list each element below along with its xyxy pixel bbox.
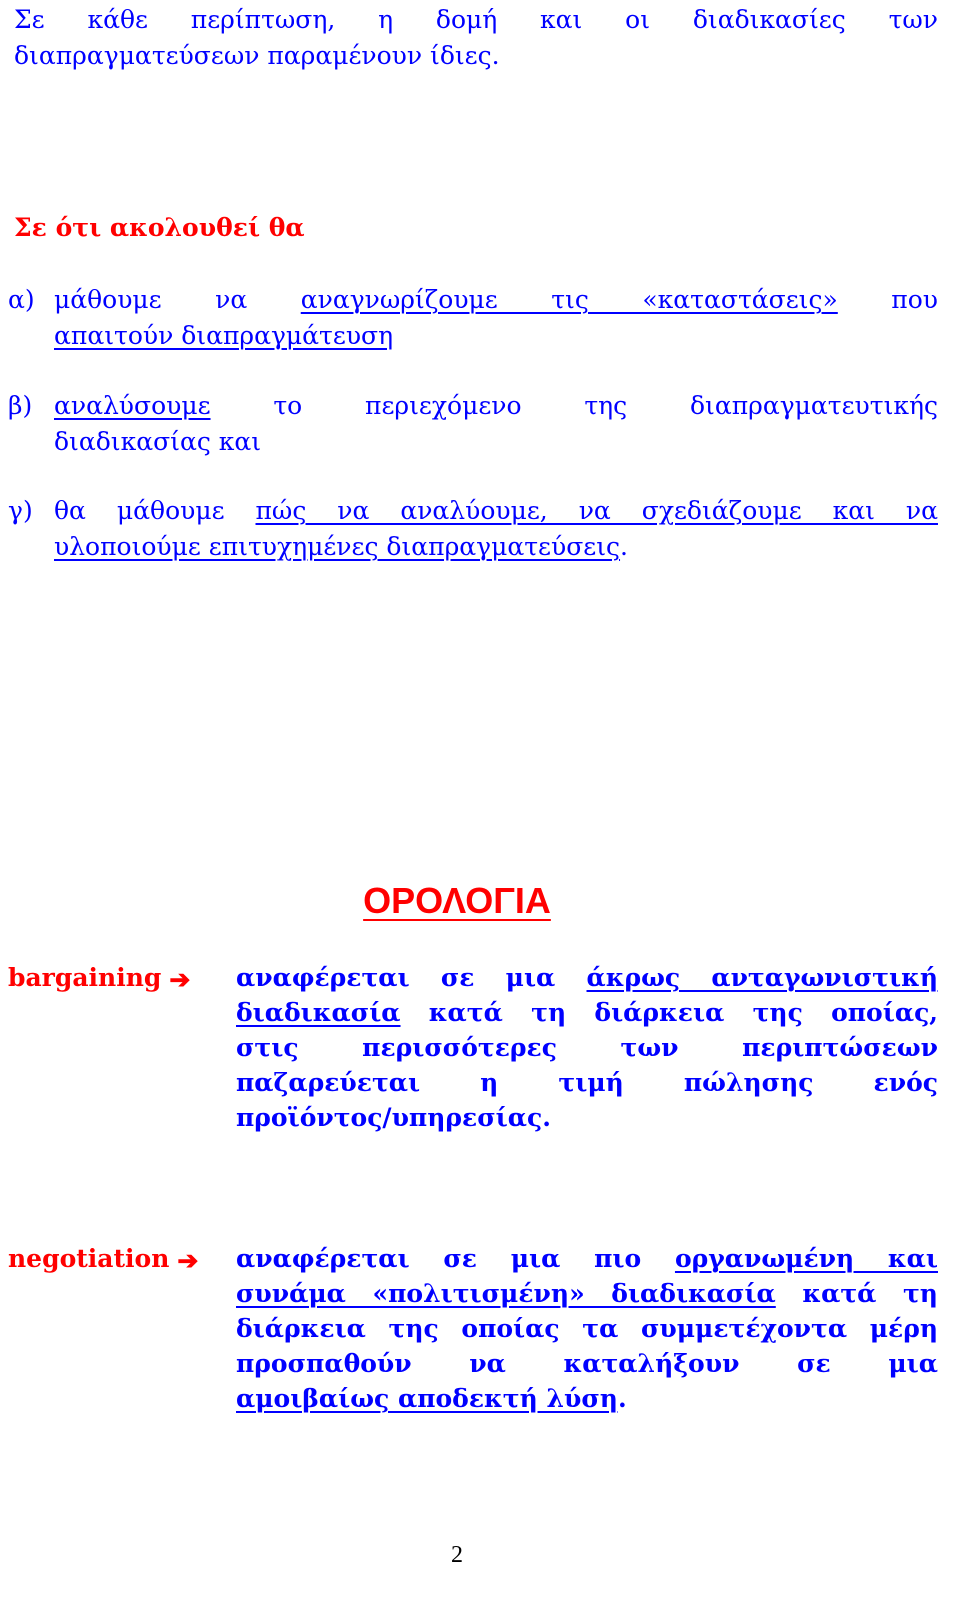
definition-line: προϊόντος/υπηρεσίας. xyxy=(236,1103,551,1132)
list-item-c-line-1 xyxy=(54,493,938,529)
text-run: θα μάθουμε xyxy=(54,496,256,525)
underlined-text: διαδικασία xyxy=(236,998,401,1027)
text-run: το περιεχόμενο της διαπραγματευτικής xyxy=(210,391,938,420)
intro-line-2: διαπραγματεύσεων παραμένουν ίδιες. xyxy=(14,41,500,70)
text-run: αναφέρεται σε μια xyxy=(236,963,587,992)
list-item-b-line-1 xyxy=(54,388,938,424)
term-name: negotiation xyxy=(8,1244,170,1273)
underlined-text: υλοποιούμε επιτυχημένες διαπραγματεύσεις xyxy=(54,532,621,561)
underlined-text: αναγνωρίζουμε τις «καταστάσεις» xyxy=(300,285,838,314)
terminology-heading xyxy=(0,880,914,922)
list-item-c xyxy=(8,493,938,565)
list-marker: γ) xyxy=(8,496,33,525)
list-item-c-line-2 xyxy=(54,532,628,561)
text-run: μάθουμε να xyxy=(54,285,301,314)
definition-line xyxy=(236,1276,938,1311)
term-label xyxy=(8,1241,236,1416)
intro-line-1: Σε κάθε περίπτωση, η δομή και οι διαδικασίες των xyxy=(14,5,938,34)
arrow-right-icon: ➔ xyxy=(169,965,191,994)
definition-line: παζαρεύεται η τιμή πώλησης ενός xyxy=(236,1068,938,1097)
terminology-heading-text: ΟΡΟΛΟΓΙΑ xyxy=(363,880,551,921)
definition-line xyxy=(236,1241,938,1276)
list-item-b xyxy=(8,388,938,460)
text-run: κατά τη διάρκεια της οποίας, xyxy=(400,998,938,1027)
definition-line: προσπαθούν να καταλήξουν σε μια xyxy=(236,1349,938,1378)
list-item-a-line-1 xyxy=(54,282,938,318)
definition-line: διάρκεια της οποίας τα συμμετέχοντα μέρη xyxy=(236,1314,938,1343)
list-marker: β) xyxy=(8,391,33,420)
text-run: κατά τη xyxy=(775,1279,938,1308)
underlined-text: αμοιβαίως αποδεκτή λύση xyxy=(236,1384,618,1413)
underlined-text: άκρως ανταγωνιστική xyxy=(586,963,938,992)
text-run: αναφέρεται σε μια πιο xyxy=(236,1244,675,1273)
term-entry-bargaining xyxy=(8,960,938,1135)
list-item-b-line-2: διαδικασίας και xyxy=(54,427,262,456)
definition-line xyxy=(236,960,938,995)
underlined-text: αναλύσουμε xyxy=(54,391,211,420)
page-number: 2 xyxy=(451,1542,463,1568)
term-entry-negotiation xyxy=(8,1241,938,1416)
underlined-text: πώς να αναλύουμε, να σχεδιάζουμε και να xyxy=(255,496,938,525)
section-lead: Σε ότι ακολουθεί θα xyxy=(14,213,305,242)
list-item-a-line-2: απαιτούν διαπραγμάτευση xyxy=(54,321,394,350)
definition-line xyxy=(236,995,938,1030)
list-marker: α) xyxy=(8,285,35,314)
underlined-text: οργανωμένη και xyxy=(674,1244,938,1273)
underlined-text: συνάμα «πολιτισμένη» διαδικασία xyxy=(236,1279,776,1308)
text-run: . xyxy=(620,532,628,561)
term-name: bargaining xyxy=(8,963,162,992)
definition-line xyxy=(236,1384,627,1413)
arrow-right-icon: ➔ xyxy=(177,1246,199,1275)
term-definition xyxy=(236,1241,938,1416)
text-run: που xyxy=(837,285,938,314)
definition-line: στις περισσότερες των περιπτώσεων xyxy=(236,1033,938,1062)
term-definition xyxy=(236,960,938,1135)
text-run: . xyxy=(617,1384,627,1413)
term-label xyxy=(8,960,236,1135)
list-item-a xyxy=(8,282,938,354)
intro-paragraph xyxy=(14,2,938,74)
